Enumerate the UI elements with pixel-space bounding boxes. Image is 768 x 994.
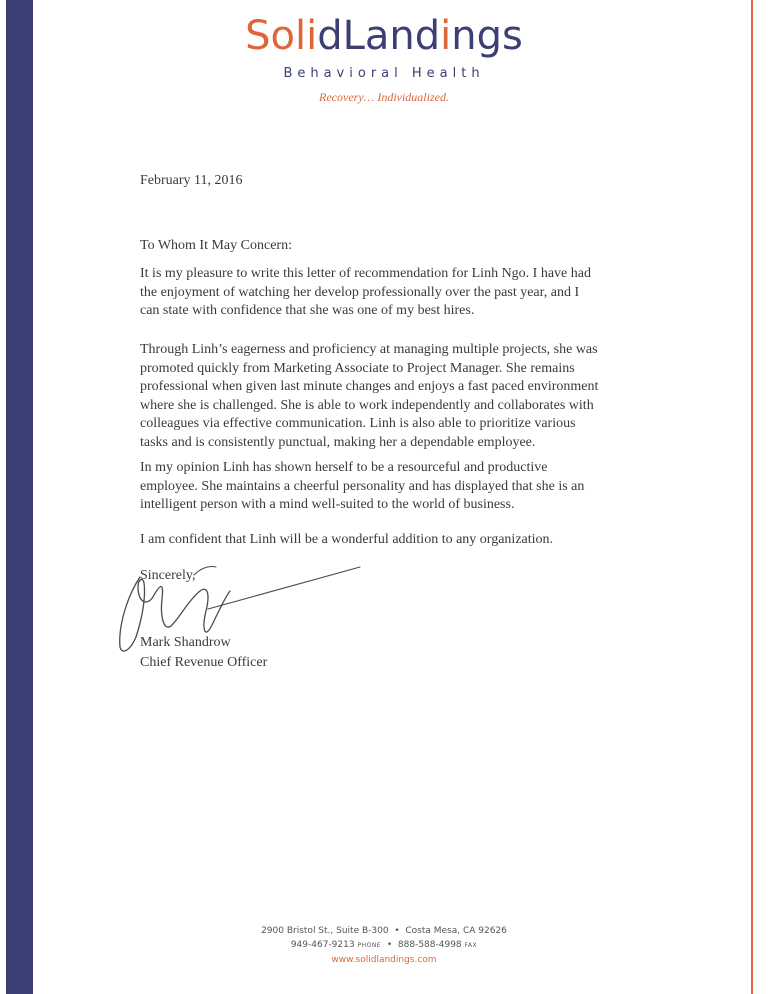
logo: [0, 12, 768, 60]
letter-date: February 11, 2016: [140, 173, 243, 188]
signer-title: Chief Revenue Officer: [140, 655, 268, 670]
letter-paragraph-1: It is my pleasure to write this letter of recommendation for Linh Ngo. I have had the enjoyment of watching her develop professionally over the past year, and I can state with confidence that she was one of my best hires.: [140, 266, 591, 319]
footer-bullet-2: •: [386, 940, 393, 950]
footer-phone: 949-467-9213: [290, 940, 355, 950]
right-orange-line: [751, 0, 753, 994]
logo-figure-icon-2: i: [440, 13, 452, 59]
footer-bullet: •: [394, 926, 400, 936]
footer-address-line: [0, 924, 768, 938]
handwritten-signature: [108, 555, 368, 660]
logo-tagline: Recovery… Individualized.: [319, 90, 449, 104]
logo-figure-icon: i: [306, 13, 318, 59]
letter-paragraph-2: Through Linh’s eagerness and proficiency at managing multiple projects, she was promoted quickly from Marketing Associate to Project Manager. She remains professional when given last minute changes and enjoys a fast paced environment where she is challenged. She is able to work independently and collaborates with colleagues via effective communication. Linh is also able to prioritize various tasks and is consistently punctual, making her a dependable employee.: [140, 342, 599, 450]
footer-fax: 888-588-4998: [397, 940, 462, 950]
letter-paragraph-3: In my opinion Linh has shown herself to be a resourceful and productive employee. She maintains a cheerful personality and has displayed that she is an intelligent person with a mind well-suited to the world of business.: [140, 460, 585, 513]
letter-closing: Sincerely,: [140, 568, 196, 583]
logo-ngs: ngs: [451, 13, 523, 59]
logo-wordmark: [245, 13, 523, 59]
letter-salutation: To Whom It May Concern:: [140, 238, 292, 253]
logo-dland: dLand: [317, 13, 441, 59]
left-navy-stripe: [6, 0, 33, 994]
footer-phone-line: [0, 938, 768, 953]
footer-address: 2900 Bristol St., Suite B-300: [261, 926, 389, 936]
footer-phone-label: PHONE: [357, 942, 382, 949]
letterhead-footer: [0, 924, 768, 967]
logo-subtitle: Behavioral Health: [283, 66, 485, 81]
signer-name: Mark Shandrow: [140, 635, 231, 650]
footer-city: Costa Mesa, CA 92626: [405, 926, 507, 936]
logo-sol: Sol: [245, 13, 307, 59]
footer-website[interactable]: www.solidlandings.com: [331, 955, 437, 965]
footer-fax-label: FAX: [464, 942, 478, 949]
letter-paragraph-4: I am confident that Linh will be a wonderful addition to any organization.: [140, 532, 554, 547]
